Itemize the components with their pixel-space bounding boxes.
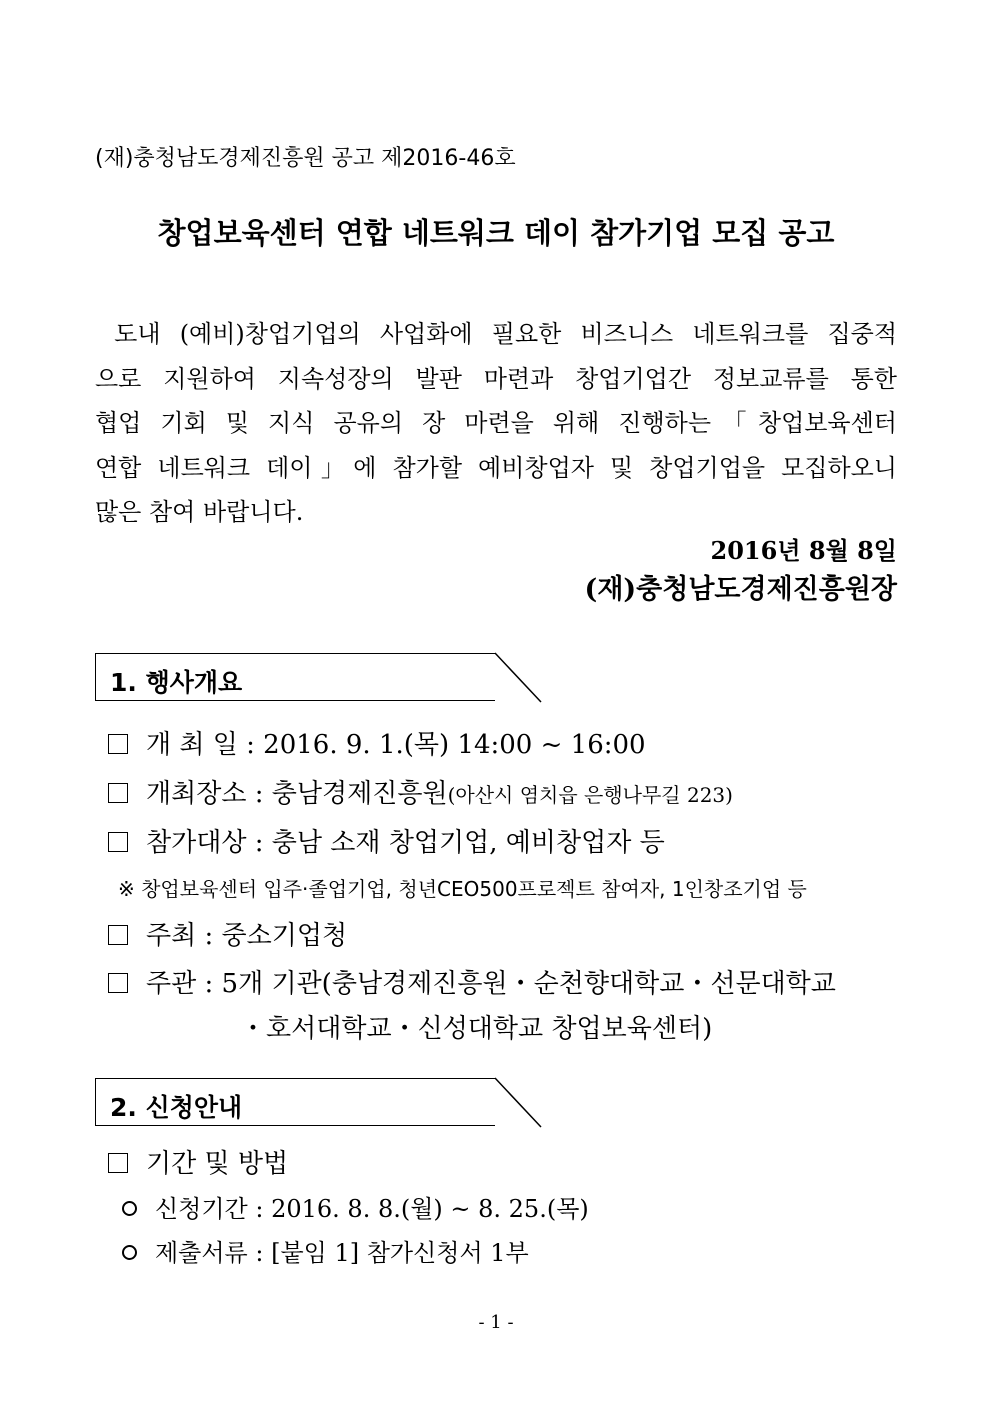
event-date-item: [108, 724, 646, 761]
circle-bullet-icon: [122, 1245, 137, 1260]
documents-item: [122, 1233, 529, 1268]
item-value: 2016. 9. 1.(목) 14:00 ~ 16:00: [263, 730, 646, 760]
intro-line: 많은 참여 바랍니다.: [95, 498, 304, 526]
section2-heading: 2. 신청안내: [110, 1093, 243, 1122]
item-value: 5개 기관(충남경제진흥원・순천향대학교・선문대학교: [221, 969, 836, 999]
target-item: [108, 822, 665, 859]
intro-line: 협업 기회 및 지식 공유의 장 마련을 위해 진행하는「창업보육센터: [95, 409, 897, 437]
target-note: ※ 창업보육센터 입주·졸업기업, 청년CEO500프로젝트 참여자, 1인창조기업 등: [118, 877, 807, 901]
item-label: 참가대상 :: [146, 828, 264, 858]
item-label: 신청기간 :: [155, 1195, 264, 1223]
circle-bullet-icon: [122, 1201, 137, 1216]
item-label: 주관 :: [146, 969, 214, 999]
host-item: [108, 963, 836, 1000]
notice-signer: (재)충청남도경제진흥원장: [584, 574, 897, 605]
intro-line: 도내 (예비)창업기업의 사업화에 필요한 비즈니스 네트워크를 집중적: [95, 320, 897, 348]
item-value: 중소기업청: [221, 921, 348, 951]
venue-item: [108, 773, 733, 810]
application-period-item: [122, 1189, 589, 1224]
notice-number: (재)충청남도경제진흥원 공고 제2016-46호: [95, 146, 516, 171]
item-label: 개최장소 :: [146, 779, 264, 809]
intro-line: 으로 지원하여 지속성장의 발판 마련과 창업기업간 정보교류를 통한: [95, 364, 897, 393]
page-number: - 1 -: [478, 1312, 514, 1333]
section1-heading: 1. 행사개요: [110, 668, 243, 697]
item-value: 충남 소재 창업기업, 예비창업자 등: [271, 828, 665, 858]
intro-paragraph: [95, 312, 897, 535]
checkbox-icon: [108, 832, 128, 852]
notice-date: 2016년 8월 8일: [710, 536, 897, 565]
item-value: 2016. 8. 8.(월) ~ 8. 25.(목): [271, 1195, 589, 1223]
item-label: 기간 및 방법: [146, 1149, 289, 1179]
intro-line: 연합 네트워크 데이」에 참가할 예비창업자 및 창업기업을 모집하오니: [95, 453, 897, 482]
item-value: 충남경제진흥원: [271, 779, 448, 809]
item-label: 주최 :: [146, 921, 214, 951]
checkbox-icon: [108, 973, 128, 993]
section-heading-corner: [494, 1077, 544, 1129]
period-method-item: [108, 1143, 288, 1180]
item-label: 제출서류 :: [155, 1239, 264, 1267]
item-value: [붙임 1] 참가신청서 1부: [271, 1239, 529, 1267]
checkbox-icon: [108, 734, 128, 754]
checkbox-icon: [108, 783, 128, 803]
checkbox-icon: [108, 1153, 128, 1173]
document-title: 창업보육센터 연합 네트워크 데이 참가기업 모집 공고: [157, 216, 835, 250]
organizer-item: [108, 915, 347, 952]
host-continuation: ・호서대학교・신성대학교 창업보육센터): [240, 1014, 713, 1044]
venue-address: (아산시 염치읍 은행나무길 223): [447, 783, 733, 807]
section-heading-corner: [494, 652, 544, 704]
checkbox-icon: [108, 925, 128, 945]
item-label: 개 최 일 :: [146, 730, 255, 760]
